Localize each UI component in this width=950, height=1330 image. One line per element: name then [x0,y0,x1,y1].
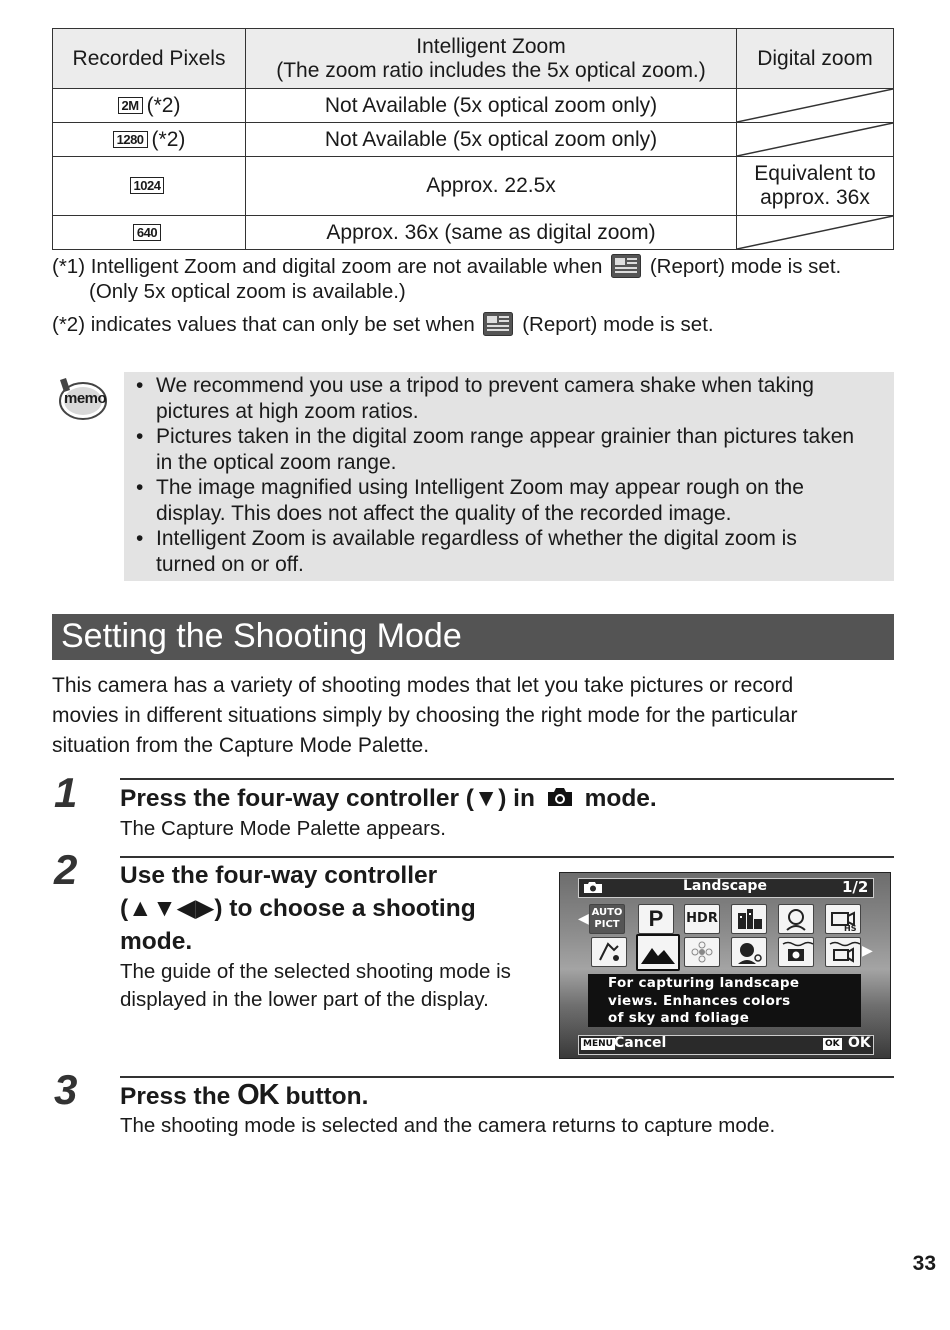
header-intelligent-zoom [246,29,737,89]
memo-line: turned on or off. [156,552,304,576]
svg-text:HS: HS [844,924,857,933]
tile-label: AUTO [591,907,623,918]
header-label: Digital zoom [757,46,873,70]
footnote-1 [52,254,841,279]
step-3-description: The shooting mode is selected and the camera returns to capture mode. [120,1114,776,1137]
resolution-1280-icon: 1280 [113,131,148,148]
list-item [156,424,894,475]
underwater-camera-icon [779,938,813,966]
step-2-heading [120,859,476,958]
lcd-mode-name: Landscape [683,878,767,894]
mode-tile-underwater[interactable] [778,937,814,967]
camera-icon [583,881,603,894]
mode-tile-auto-picture[interactable] [589,904,625,934]
table-row [53,89,894,123]
header-label: Recorded Pixels [72,46,226,70]
footnote-text: (*1) Intelligent Zoom and digital zoom are not available when [52,255,603,278]
page-number: 33 [912,1252,936,1275]
memo-list [124,373,894,577]
movie-hs-icon [826,905,860,933]
memo-line: • Pictures taken in the digital zoom range appear grainier than pictures taken [156,425,855,448]
step-heading-text: (▲▼◀▶) to choose a shooting [120,895,476,922]
ok-button-glyph: OK [237,1079,279,1111]
pixels-cell [53,89,246,123]
table-row [53,216,894,250]
digital-cell-empty [737,89,894,123]
camera-icon [546,786,574,808]
mode-tile-program[interactable] [638,904,674,934]
step-heading-text: Press the four-way controller (▼) in [120,785,535,812]
mode-tile-portrait[interactable] [778,904,814,934]
mode-tile-hdr[interactable] [684,904,720,934]
resolution-640-icon: 640 [133,224,161,241]
memo-label: memo [64,390,107,407]
list-item [156,475,894,526]
mode-tile-landscape-selected[interactable] [636,934,680,971]
header-recorded-pixels [53,29,246,89]
intro-line: situation from the Capture Mode Palette. [52,734,430,757]
intelligent-cell: Not Available (5x optical zoom only) [246,123,737,157]
mode-tile-flower[interactable] [684,937,720,967]
tile-label: P [648,906,664,931]
table-header-row [53,29,894,89]
memo-icon [54,376,108,422]
portrait-icon [779,905,813,933]
header-label: Intelligent Zoom [416,34,566,58]
footnote-ref: (*2) [151,127,186,151]
table-row [53,123,894,157]
left-arrow-icon: ◀ [578,911,589,927]
step-1-description: The Capture Mode Palette appears. [120,817,446,840]
footnote-1-continued: (Only 5x optical zoom is available.) [89,280,406,303]
right-arrow-icon: ▶ [862,943,873,959]
pixels-cell [53,157,246,216]
report-mode-icon [483,312,513,336]
memo-line: pictures at high zoom ratios. [156,399,419,423]
mode-tile-handheld-night[interactable] [591,937,627,967]
zoom-table [52,28,894,250]
step-divider [120,1076,894,1078]
guide-line: views. Enhances colors [608,992,791,1009]
step-divider [120,778,894,780]
guide-line: of sky and foliage [608,1010,750,1026]
memo-line: display. This does not affect the quality of the recorded image. [156,501,732,525]
step-number: 3 [54,1066,78,1113]
memo-box [124,372,894,581]
capture-mode-palette-screen [559,872,891,1059]
footnote-text: (*2) indicates values that can only be set when [52,313,475,336]
table-row [53,157,894,216]
diagonal-slash [737,216,893,249]
guide-line: For capturing landscape [608,975,800,991]
section-header [52,614,894,660]
landscape-icon [638,936,678,969]
digital-cell-empty [737,123,894,157]
step-heading-text: mode. [120,928,193,955]
intelligent-cell: Not Available (5x optical zoom only) [246,89,737,123]
tile-label: PICT [594,919,620,930]
ok-key-icon: OK [825,1039,840,1049]
step-number: 2 [54,846,78,893]
intelligent-cell: Approx. 36x (same as digital zoom) [246,216,737,250]
section-intro [52,671,797,761]
menu-key-icon: MENU [583,1039,613,1049]
step-desc-line: The guide of the selected shooting mode is [120,960,511,983]
intro-line: movies in different situations simply by choosing the right mode for the particular [52,704,798,727]
list-item [156,526,894,577]
step-divider [120,856,894,858]
mode-guide-box [588,974,861,1027]
handheld-night-icon [592,938,626,966]
pixels-cell [53,216,246,250]
footnote-text: (Report) mode is set. [649,255,842,278]
step-heading-text: Press the [120,1083,231,1110]
memo-line: • The image magnified using Intelligent Zoom may appear rough on the [156,476,804,499]
footnote-2 [52,312,714,337]
header-sublabel: (The zoom ratio includes the 5x optical zoom.) [276,58,706,82]
mode-tile-underwater-movie[interactable] [825,937,861,967]
memo-line: in the optical zoom range. [156,450,397,474]
step-3-heading [120,1079,368,1113]
intelligent-cell: Approx. 22.5x [246,157,737,216]
digital-cell-empty [737,216,894,250]
resolution-2m-icon: 2M [118,97,143,114]
header-digital-zoom [737,29,894,89]
lcd-ok-label[interactable]: OK [848,1035,871,1051]
memo-line: • We recommend you use a tripod to prevent camera shake when taking [156,374,814,397]
step-heading-text: button. [285,1083,369,1110]
step-1-heading [120,782,657,815]
resolution-1024-icon: 1024 [130,177,165,194]
intro-line: This camera has a variety of shooting modes that let you take pictures or record [52,674,794,697]
mode-tile-portrait-2[interactable] [731,937,767,967]
digital-value-line: Equivalent to [754,162,876,185]
lcd-page-indicator: 1/2 [842,878,869,896]
night-scene-icon [732,905,766,933]
flower-icon [685,938,719,966]
underwater-movie-icon [826,938,860,966]
memo-line: • Intelligent Zoom is available regardless of whether the digital zoom is [156,527,797,550]
pixels-cell [53,123,246,157]
step-desc-line: displayed in the lower part of the display. [120,988,489,1011]
diagonal-slash [737,123,893,156]
section-title: Setting the Shooting Mode [61,617,462,655]
portrait-face-icon [732,938,766,966]
step-heading-text: Use the four-way controller [120,862,438,889]
diagonal-slash [737,89,893,122]
lcd-cancel-label[interactable]: Cancel [614,1035,667,1051]
report-mode-icon [611,254,641,278]
footnote-text: (Report) mode is set. [522,313,714,336]
tile-label: HDR [686,911,718,926]
digital-value-line: approx. 36x [760,186,870,209]
step-number: 1 [54,769,78,816]
mode-tile-movie-hs[interactable] [825,904,861,934]
mode-tile-night-scene[interactable] [731,904,767,934]
list-item [156,373,894,424]
step-heading-text: mode. [584,785,657,812]
step-2-description [120,958,511,1014]
footnote-ref: (*2) [146,93,181,117]
digital-cell [737,157,894,216]
